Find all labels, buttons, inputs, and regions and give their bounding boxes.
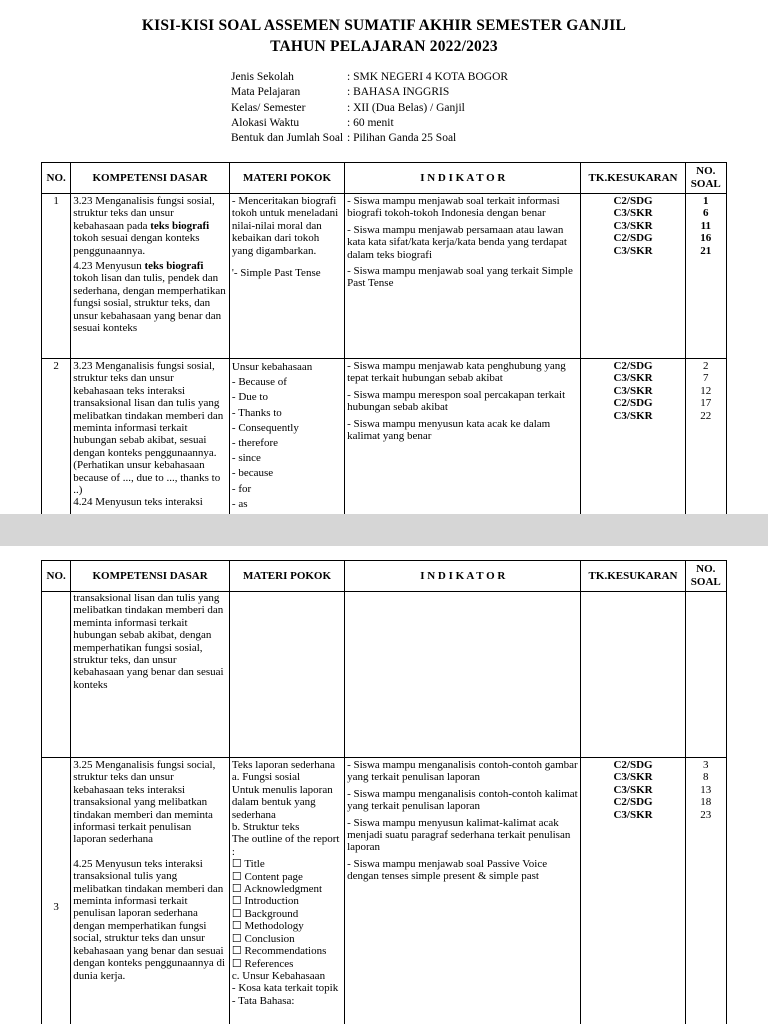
soal-number: 7 xyxy=(703,372,709,385)
indikator-item: - Siswa mampu merespon soal percakapan terkait hubungan sebab akibat xyxy=(347,388,566,414)
kompetensi-dasar-cell xyxy=(71,194,230,359)
indikator-cell xyxy=(345,194,581,359)
soal-number: 1 xyxy=(703,195,709,207)
info-value: : XII (Dua Belas) / Ganjil xyxy=(347,101,465,114)
indikator-item: - Siswa mampu menjawab soal Passive Voice dengan tenses simple present & simple past xyxy=(347,857,548,883)
mp-item: ☐ Methodology xyxy=(231,920,304,933)
kisi-kisi-table xyxy=(41,162,727,514)
kompetensi-dasar-cell xyxy=(71,758,230,1024)
header-no-soal xyxy=(685,561,726,592)
indikator-item: - Siswa mampu menyusun kalimat-kalimat acak menjadi suatu paragraf sederhana terkait penulisan laporan xyxy=(347,816,571,854)
kd-paragraph xyxy=(73,195,227,257)
tingkat-kesukaran-cell xyxy=(581,592,685,758)
row-number: 1 xyxy=(42,194,71,359)
kd-text: 4.25 Menyusun teks interaksi transaksional tulis yang melibatkan tindakan memberi dan meminta informasi terkait penulisan laporan sederhana dengan memperhatikan fungsi social, struktur teks dan unsur kebahasaan yang benar dan sesuai dengan konteks penggunaannya di dunia kerja. xyxy=(73,857,226,982)
tk-item: C2/SDG xyxy=(613,360,653,372)
tk-item: C3/SKR xyxy=(613,219,653,232)
soal-number: 6 xyxy=(703,207,709,220)
document-title: KISI-KISI SOAL ASSEMEN SUMATIF AKHIR SEMESTER GANJIL xyxy=(141,17,627,34)
info-row xyxy=(231,101,508,116)
tk-item: C2/SDG xyxy=(613,759,653,771)
indikator-item: - Siswa mampu menyusun kata acak ke dalam kalimat yang benar xyxy=(347,417,551,443)
tk-item: C3/SKR xyxy=(613,409,653,422)
mp-item: - Consequently xyxy=(231,421,299,434)
kd-text: 4.24 Menyusun teks interaksi xyxy=(73,496,203,509)
row-number-text: 3 xyxy=(53,901,59,914)
kd-text: tokoh lisan dan tulis, pendek dan sederhana, dengan memperhatikan fungsi sosial, struktur teks, dan unsur kebahasaan yang benar dan sesuai konteks xyxy=(73,272,226,335)
mp-text: '- Simple Past Tense xyxy=(231,267,321,280)
header-materi-pokok: MATERI POKOK xyxy=(229,163,344,194)
document-page-2 xyxy=(0,546,768,1024)
soal-number: 8 xyxy=(703,771,709,784)
tk-item: C2/SDG xyxy=(613,195,653,207)
materi-pokok-cell xyxy=(229,359,344,515)
indikator-item: - Siswa mampu menjawab kata penghubung yang tepat terkait hubungan sebab akibat xyxy=(347,360,566,385)
info-row xyxy=(231,116,508,131)
indikator-item: - Siswa mampu menganalisis contoh-contoh kalimat yang terkait penulisan laporan xyxy=(347,787,578,813)
header-no-soal-line2: SOAL xyxy=(690,576,721,588)
kompetensi-dasar-cell xyxy=(71,592,230,758)
soal-number: 12 xyxy=(700,384,712,397)
materi-pokok-cell xyxy=(229,592,344,758)
kd-text: 4.23 Menyusun xyxy=(73,260,145,273)
mp-item: ☐ Acknowledgment xyxy=(231,883,323,896)
header-tingkat-kesukaran: TK.KESUKARAN xyxy=(581,561,685,592)
kisi-kisi-table-continued xyxy=(41,560,727,1024)
soal-number: 22 xyxy=(700,409,712,422)
tk-item: C3/SKR xyxy=(613,244,653,257)
indikator-cell xyxy=(345,359,581,515)
header-no: NO. xyxy=(42,561,71,592)
info-value: : BAHASA INGGRIS xyxy=(347,86,450,99)
mp-item: - since xyxy=(231,452,261,465)
row-number-continued xyxy=(42,592,71,758)
row-number xyxy=(42,758,71,1024)
mp-item: ☐ References xyxy=(231,957,294,970)
indikator-cell xyxy=(345,758,581,1024)
kd-text: 3.23 Menganalisis fungsi sosial, struktur teks dan unsur kebahasaan teks interaksi transaksional lisan dan tulis yang melibatkan tindakan memberi dan meminta informasi terkait hubungan sebab akibat, sesuai dengan konteks penggunaannya. (Perhatikan unsur kebahasaan because of ..., due to ..., thanks to ..) xyxy=(73,360,224,497)
mp-item: ☐ Conclusion xyxy=(231,932,295,945)
mp-item: - Because of xyxy=(231,376,287,389)
info-row xyxy=(231,85,508,100)
indikator-item: - Siswa mampu menjawab soal terkait informasi biografi tokoh-tokoh Indonesia dengan benar xyxy=(347,195,560,220)
header-tingkat-kesukaran: TK.KESUKARAN xyxy=(581,163,685,194)
mp-text: - Menceritakan biografi tokoh untuk meneladani nilai-nilai moral dan kebaikan dari tokoh yang digambarkan. xyxy=(231,195,339,257)
materi-pokok-cell xyxy=(229,758,344,1024)
info-value: : Pilihan Ganda 25 Soal xyxy=(347,132,457,145)
no-soal-cell xyxy=(685,194,726,359)
table-row xyxy=(42,194,727,359)
mp-item: c. Unsur Kebahasaan xyxy=(231,969,326,982)
kd-text: 3.23 Menganalisis fungsi sosial, struktur teks dan unsur kebahasaan pada xyxy=(73,195,215,232)
soal-number: 21 xyxy=(700,244,712,257)
no-soal-cell xyxy=(685,592,726,758)
kd-keyword: teks biografi xyxy=(144,260,204,273)
table-row xyxy=(42,359,727,515)
kd-text: 3.25 Menganalisis fungsi social, struktur teks dan unsur kebahasaan teks interaksi transaksional yang melibatkan tindakan memberi dan meminta informasi terkait penulisan laporan sederhana xyxy=(73,759,216,846)
tk-item: C3/SKR xyxy=(613,372,653,385)
info-value: : SMK NEGERI 4 KOTA BOGOR xyxy=(347,71,509,83)
info-label: Jenis Sekolah xyxy=(231,71,294,83)
mp-item: - Tata Bahasa: xyxy=(231,994,295,1007)
mp-item: - because xyxy=(231,467,274,480)
mp-item: Teks laporan sederhana xyxy=(231,759,335,771)
tk-item: C3/SKR xyxy=(613,771,653,784)
header-kompetensi-dasar: KOMPETENSI DASAR xyxy=(71,163,230,194)
mp-item: - Due to xyxy=(231,391,268,404)
soal-number: 16 xyxy=(700,232,712,245)
info-label: Kelas/ Semester xyxy=(231,101,306,114)
kd-paragraph xyxy=(73,260,227,334)
info-label: Alokasi Waktu xyxy=(231,116,300,129)
soal-number: 13 xyxy=(700,783,712,796)
soal-number: 18 xyxy=(700,796,712,809)
table-header-row xyxy=(42,561,727,592)
mp-item: - Kosa kata terkait topik xyxy=(231,982,339,995)
tk-item: C2/SDG xyxy=(613,397,653,410)
info-value: : 60 menit xyxy=(347,116,394,129)
table-row xyxy=(42,758,727,1024)
soal-number: 3 xyxy=(703,759,709,771)
document-info-block xyxy=(231,70,508,146)
kd-keyword: teks biografi xyxy=(150,219,210,232)
mp-item: ☐ Content page xyxy=(231,870,303,883)
tk-item: C3/SKR xyxy=(613,384,653,397)
tingkat-kesukaran-cell xyxy=(581,194,685,359)
tingkat-kesukaran-cell xyxy=(581,758,685,1024)
indikator-item: - Siswa mampu menganalisis contoh-contoh gambar yang terkait penulisan laporan xyxy=(347,759,578,784)
header-materi-pokok: MATERI POKOK xyxy=(229,561,344,592)
mp-item: a. Fungsi sosial xyxy=(231,771,301,784)
header-no-soal-line2: SOAL xyxy=(690,178,721,190)
no-soal-cell xyxy=(685,359,726,515)
info-row xyxy=(231,131,508,146)
mp-item: ☐ Introduction xyxy=(231,895,299,908)
tk-item: C2/SDG xyxy=(613,796,653,809)
table-header-row xyxy=(42,163,727,194)
tingkat-kesukaran-cell xyxy=(581,359,685,515)
soal-number: 17 xyxy=(700,397,712,410)
mp-item: - as xyxy=(231,497,248,510)
header-no-soal xyxy=(685,163,726,194)
mp-item: Untuk menulis laporan dalam bentuk yang sederhana xyxy=(231,783,333,821)
table-row xyxy=(42,592,727,758)
tk-item: C3/SKR xyxy=(613,783,653,796)
kd-text: transaksional lisan dan tulis yang melibatkan tindakan memberi dan meminta informasi terkait hubungan sebab akibat, dengan memperhatikan fungsi sosial, struktur teks, dan unsur kebahasaan yang benar dan sesuai konteks xyxy=(73,592,224,691)
mp-heading: Unsur kebahasaan xyxy=(231,361,313,373)
header-no-soal-line1: NO. xyxy=(696,563,716,575)
kompetensi-dasar-cell xyxy=(71,359,230,515)
header-kompetensi-dasar: KOMPETENSI DASAR xyxy=(71,561,230,592)
info-label: Mata Pelajaran xyxy=(231,86,301,99)
mp-item: - Thanks to xyxy=(231,406,282,419)
soal-number: 2 xyxy=(703,360,709,372)
soal-number: 23 xyxy=(700,808,712,821)
info-label: Bentuk dan Jumlah Soal xyxy=(231,132,344,145)
header-no: NO. xyxy=(42,163,71,194)
document-subtitle: TAHUN PELAJARAN 2022/2023 xyxy=(270,38,498,55)
info-row xyxy=(231,70,508,85)
header-no-soal-line1: NO. xyxy=(696,165,716,177)
tk-item: C2/SDG xyxy=(613,232,653,245)
no-soal-cell xyxy=(685,758,726,1024)
mp-item: ☐ Title xyxy=(231,858,265,871)
indikator-item: - Siswa mampu menjawab soal yang terkait Simple Past Tense xyxy=(347,265,573,290)
mp-item: The outline of the report : xyxy=(231,833,340,858)
indikator-item: - Siswa mampu menjawab persamaan atau lawan kata kata sifat/kata kerja/kata benda yang terdapat dalam teks biografi xyxy=(347,223,567,261)
indikator-cell xyxy=(345,592,581,758)
mp-item: b. Struktur teks xyxy=(231,821,300,834)
tk-item: C3/SKR xyxy=(613,207,653,220)
kd-text: tokoh sesuai dengan konteks penggunaannya. xyxy=(73,232,200,257)
soal-number: 11 xyxy=(700,219,711,232)
mp-item: ☐ Background xyxy=(231,907,299,920)
header-indikator: I N D I K A T O R xyxy=(345,561,581,592)
mp-item: - for xyxy=(231,482,252,495)
mp-item: ☐ Recommendations xyxy=(231,945,327,958)
mp-item: - therefore xyxy=(231,437,279,450)
tk-item: C3/SKR xyxy=(613,808,653,821)
materi-pokok-cell xyxy=(229,194,344,359)
header-indikator: I N D I K A T O R xyxy=(345,163,581,194)
row-number: 2 xyxy=(42,359,71,515)
